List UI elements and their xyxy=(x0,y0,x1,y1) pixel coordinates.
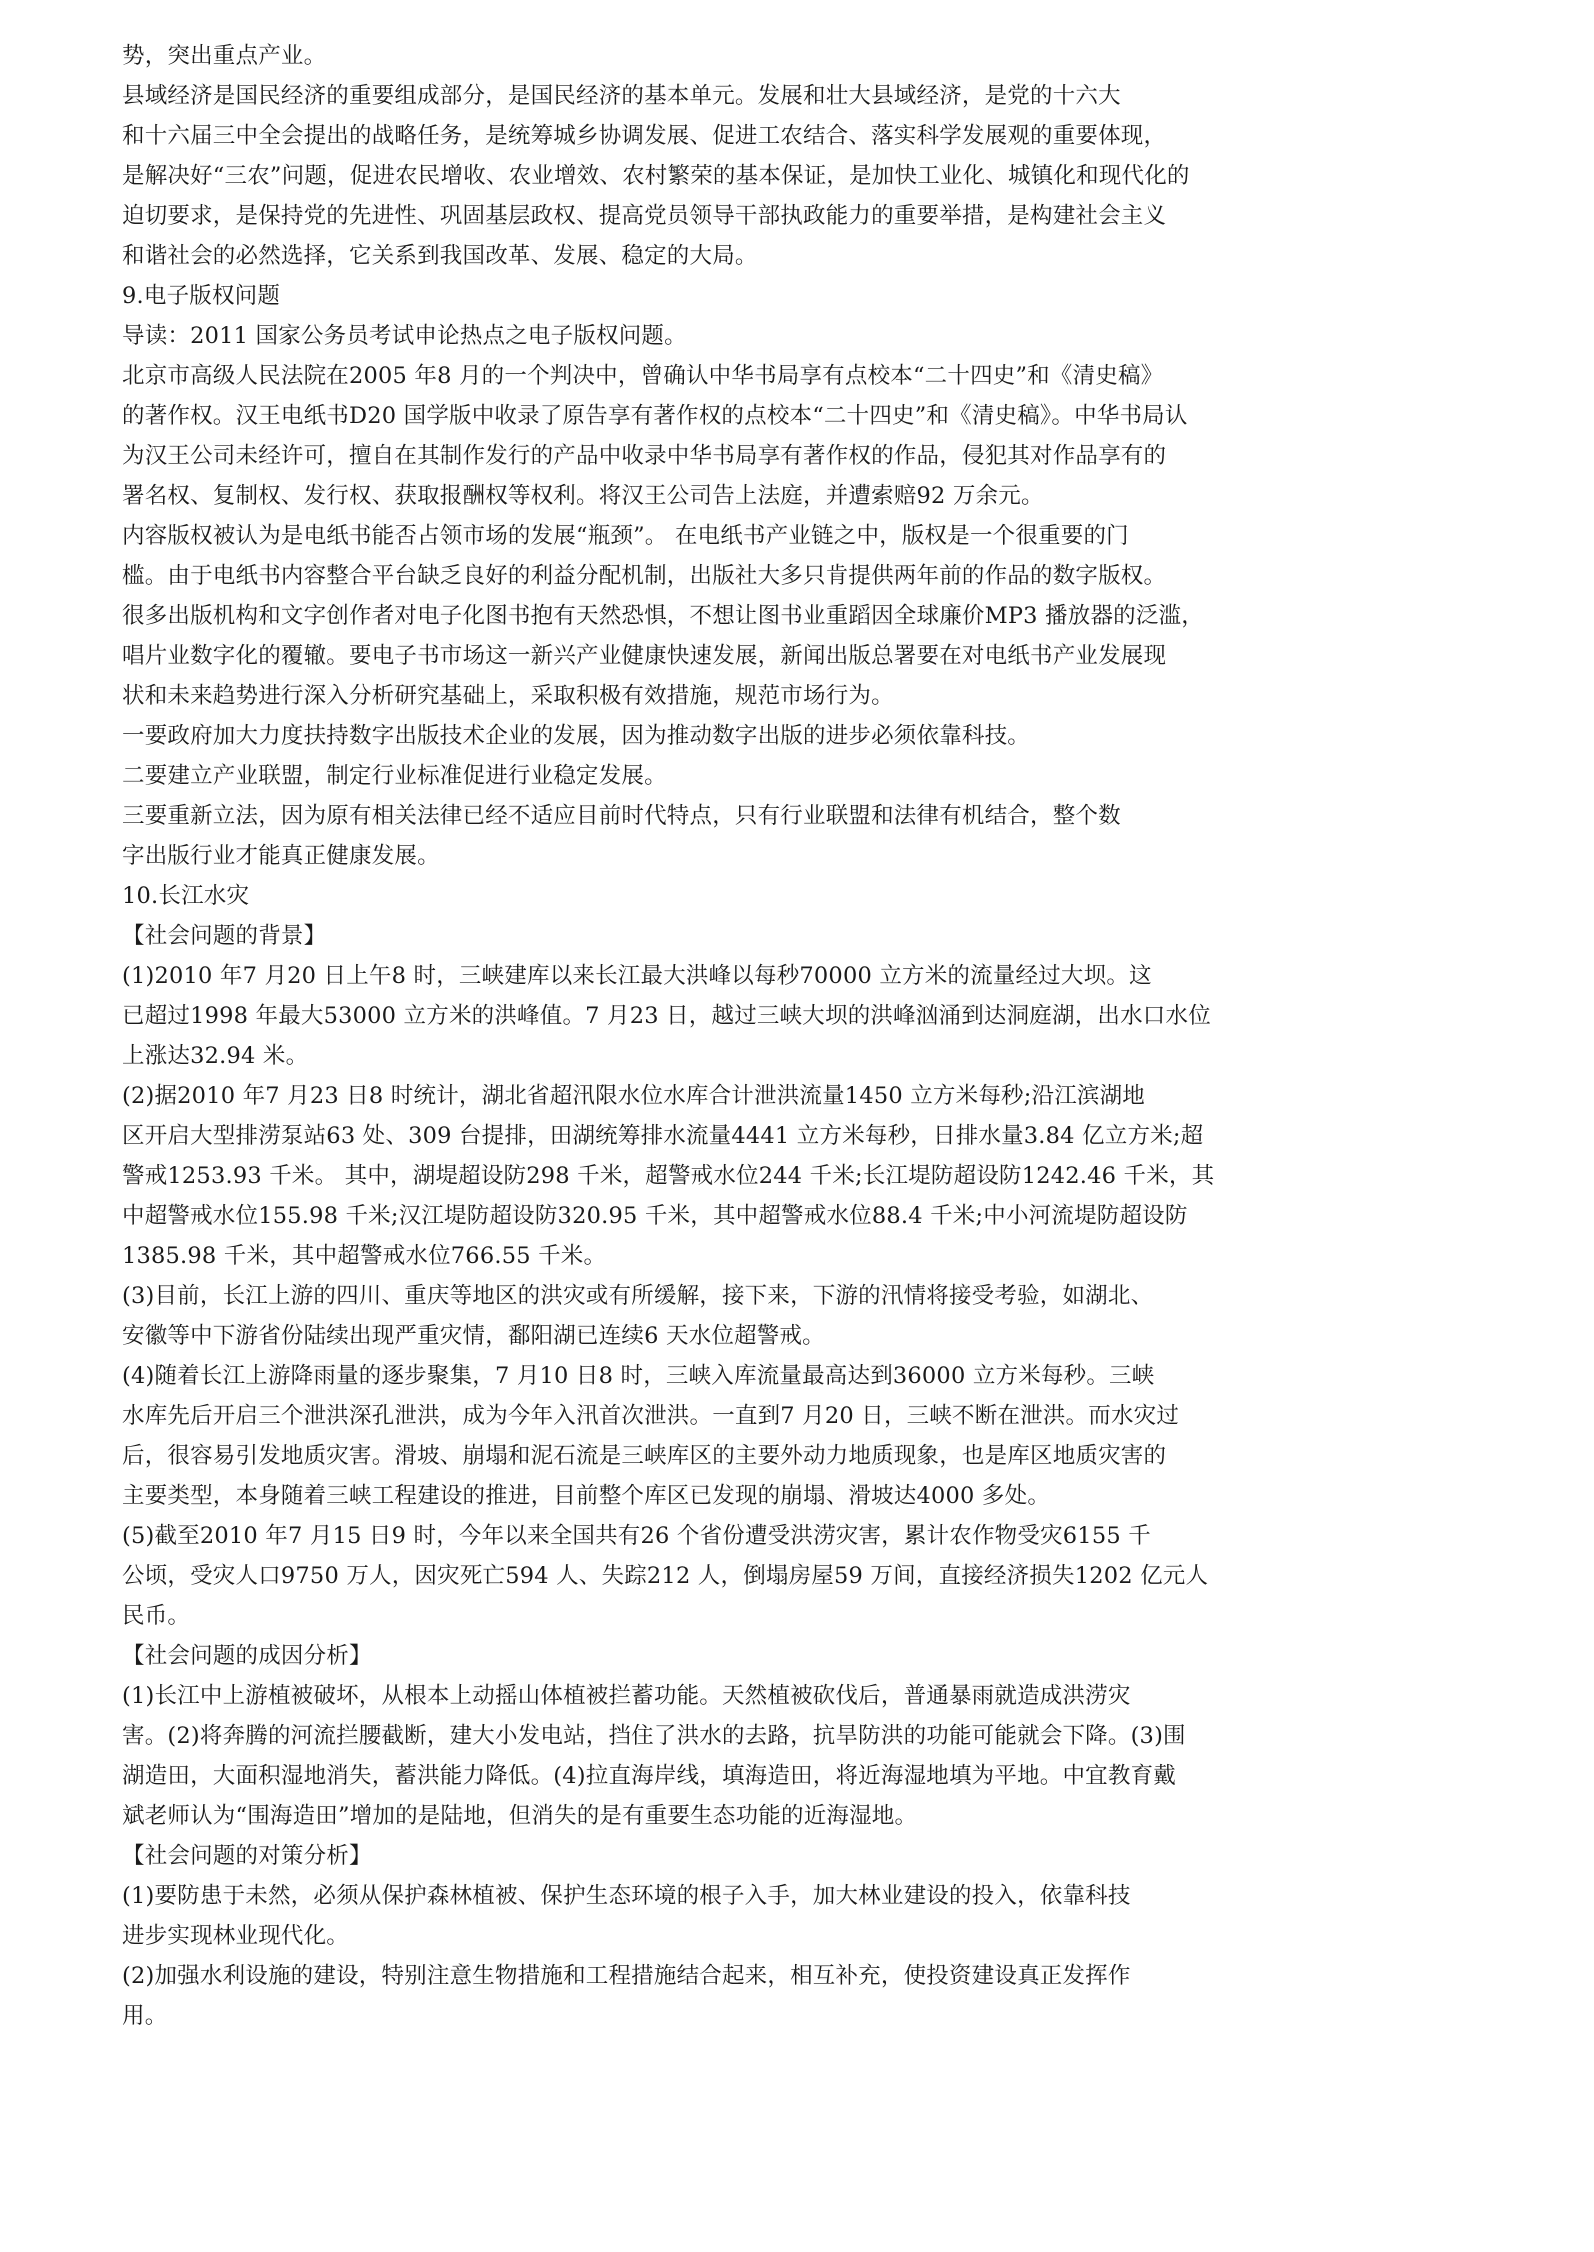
text-line: 上涨达32.94 米。 xyxy=(122,1043,309,1069)
text-line: 1385.98 千米，其中超警戒水位766.55 千米。 xyxy=(122,1243,607,1269)
text-line: 状和未来趋势进行深入分析研究基础上，采取积极有效措施，规范市场行为。 xyxy=(122,683,894,709)
text-line: 二要建立产业联盟，制定行业标准促进行业稳定发展。 xyxy=(122,763,667,789)
text-line: 已超过1998 年最大53000 立方米的洪峰值。7 月23 日，越过三峡大坝的洪峰汹涌到达洞庭湖，出水口水位 xyxy=(122,1003,1211,1029)
subsection-heading: 【社会问题的对策分析】 xyxy=(122,1843,372,1869)
text-line: 县域经济是国民经济的重要组成部分，是国民经济的基本单元。发展和壮大县域经济，是党的十六大 xyxy=(122,83,1121,109)
text-line: 三要重新立法，因为原有相关法律已经不适应目前时代特点，只有行业联盟和法律有机结合，整个数 xyxy=(122,803,1121,829)
text-line: 湖造田，大面积湿地消失，蓄洪能力降低。(4)拉直海岸线，填海造田，将近海湿地填为平地。中宜教育戴 xyxy=(122,1763,1176,1789)
text-line: 后，很容易引发地质灾害。滑坡、崩塌和泥石流是三峡库区的主要外动力地质现象，也是库区地质灾害的 xyxy=(122,1443,1167,1469)
text-line: 一要政府加大力度扶持数字出版技术企业的发展，因为推动数字出版的进步必须依靠科技。 xyxy=(122,723,1031,749)
text-line: 主要类型，本身随着三峡工程建设的推进，目前整个库区已发现的崩塌、滑坡达4000 多处。 xyxy=(122,1483,1051,1509)
text-line: (3)目前，长江上游的四川、重庆等地区的洪灾或有所缓解，接下来，下游的汛情将接受考验，如湖北、 xyxy=(122,1283,1154,1309)
text-line: 北京市高级人民法院在2005 年8 月的一个判决中，曾确认中华书局享有点校本“二十四史”和《清史稿》 xyxy=(122,363,1164,389)
text-line: 内容版权被认为是电纸书能否占领市场的发展“瓶颈”。 在电纸书产业链之中，版权是一个很重要的门 xyxy=(122,523,1129,549)
text-line: (5)截至2010 年7 月15 日9 时，今年以来全国共有26 个省份遭受洪涝灾害，累计农作物受灾6155 千 xyxy=(122,1523,1151,1549)
text-line: 用。 xyxy=(122,2003,168,2029)
section-heading: 10.长江水灾 xyxy=(122,883,250,909)
text-line: 很多出版机构和文字创作者对电子化图书抱有天然恐惧，不想让图书业重蹈因全球廉价MP3 播放器的泛滥， xyxy=(122,603,1204,629)
text-line: 槛。由于电纸书内容整合平台缺乏良好的利益分配机制，出版社大多只肯提供两年前的作品的数字版权。 xyxy=(122,563,1167,589)
section-heading: 9.电子版权问题 xyxy=(122,283,281,309)
text-line: 势，突出重点产业。 xyxy=(122,43,327,69)
text-line: 害。(2)将奔腾的河流拦腰截断，建大小发电站，挡住了洪水的去路，抗旱防洪的功能可能就会下降。(3)围 xyxy=(122,1723,1186,1749)
text-line: 和谐社会的必然选择，它关系到我国改革、发展、稳定的大局。 xyxy=(122,243,758,269)
subsection-heading: 【社会问题的背景】 xyxy=(122,923,327,949)
subsection-heading: 【社会问题的成因分析】 xyxy=(122,1643,372,1669)
text-line: (2)加强水利设施的建设，特别注意生物措施和工程措施结合起来，相互补充，使投资建设真正发挥作 xyxy=(122,1963,1131,1989)
text-line: (1)长江中上游植被破坏，从根本上动摇山体植被拦蓄功能。天然植被砍伐后，普通暴雨就造成洪涝灾 xyxy=(122,1683,1131,1709)
text-line: 唱片业数字化的覆辙。要电子书市场这一新兴产业健康快速发展，新闻出版总署要在对电纸书产业发展现 xyxy=(122,643,1167,669)
text-line: 的著作权。汉王电纸书D20 国学版中收录了原告享有著作权的点校本“二十四史”和《清史稿》。中华书局认 xyxy=(122,403,1188,429)
text-line: 迫切要求，是保持党的先进性、巩固基层政权、提高党员领导干部执政能力的重要举措，是构建社会主义 xyxy=(122,203,1167,229)
text-line: 公顷，受灾人口9750 万人，因灾死亡594 人、失踪212 人，倒塌房屋59 万间，直接经济损失1202 亿元人 xyxy=(122,1563,1209,1589)
text-line: 进步实现林业现代化。 xyxy=(122,1923,350,1949)
text-line: 民币。 xyxy=(122,1603,191,1629)
text-line: 导读：2011 国家公务员考试申论热点之电子版权问题。 xyxy=(122,323,687,349)
text-line: (1)2010 年7 月20 日上午8 时，三峡建库以来长江最大洪峰以每秒70000 立方米的流量经过大坝。这 xyxy=(122,963,1152,989)
text-line: (4)随着长江上游降雨量的逐步聚集，7 月10 日8 时，三峡入库流量最高达到36000 立方米每秒。三峡 xyxy=(122,1363,1155,1389)
text-line: 区开启大型排涝泵站63 处、309 台提排，田湖统筹排水流量4441 立方米每秒，日排水量3.84 亿立方米;超 xyxy=(122,1123,1204,1149)
text-line: 斌老师认为“围海造田”增加的是陆地，但消失的是有重要生态功能的近海湿地。 xyxy=(122,1803,918,1829)
text-line: 署名权、复制权、发行权、获取报酬权等权利。将汉王公司告上法庭，并遭索赔92 万余元。 xyxy=(122,483,1044,509)
text-line: 是解决好“三农”问题，促进农民增收、农业增效、农村繁荣的基本保证，是加快工业化、城镇化和现代化的 xyxy=(122,163,1190,189)
text-line: (2)据2010 年7 月23 日8 时统计，湖北省超汛限水位水库合计泄洪流量1450 立方米每秒;沿江滨湖地 xyxy=(122,1083,1145,1109)
text-line: 和十六届三中全会提出的战略任务，是统筹城乡协调发展、促进工农结合、落实科学发展观的重要体现， xyxy=(122,123,1167,149)
document-page xyxy=(122,36,1462,2036)
text-line: 水库先后开启三个泄洪深孔泄洪，成为今年入汛首次泄洪。一直到7 月20 日，三峡不断在泄洪。而水灾过 xyxy=(122,1403,1180,1429)
text-line: 中超警戒水位155.98 千米;汉江堤防超设防320.95 千米，其中超警戒水位88.4 千米;中小河流堤防超设防 xyxy=(122,1203,1188,1229)
text-line: 警戒1253.93 千米。 其中，湖堤超设防298 千米，超警戒水位244 千米;长江堤防超设防1242.46 千米，其 xyxy=(122,1163,1215,1189)
text-line: 字出版行业才能真正健康发展。 xyxy=(122,843,440,869)
text-line: 为汉王公司未经许可，擅自在其制作发行的产品中收录中华书局享有著作权的作品，侵犯其对作品享有的 xyxy=(122,443,1167,469)
text-line: 安徽等中下游省份陆续出现严重灾情，鄱阳湖已连续6 天水位超警戒。 xyxy=(122,1323,825,1349)
text-line: (1)要防患于未然，必须从保护森林植被、保护生态环境的根子入手，加大林业建设的投入，依靠科技 xyxy=(122,1883,1131,1909)
